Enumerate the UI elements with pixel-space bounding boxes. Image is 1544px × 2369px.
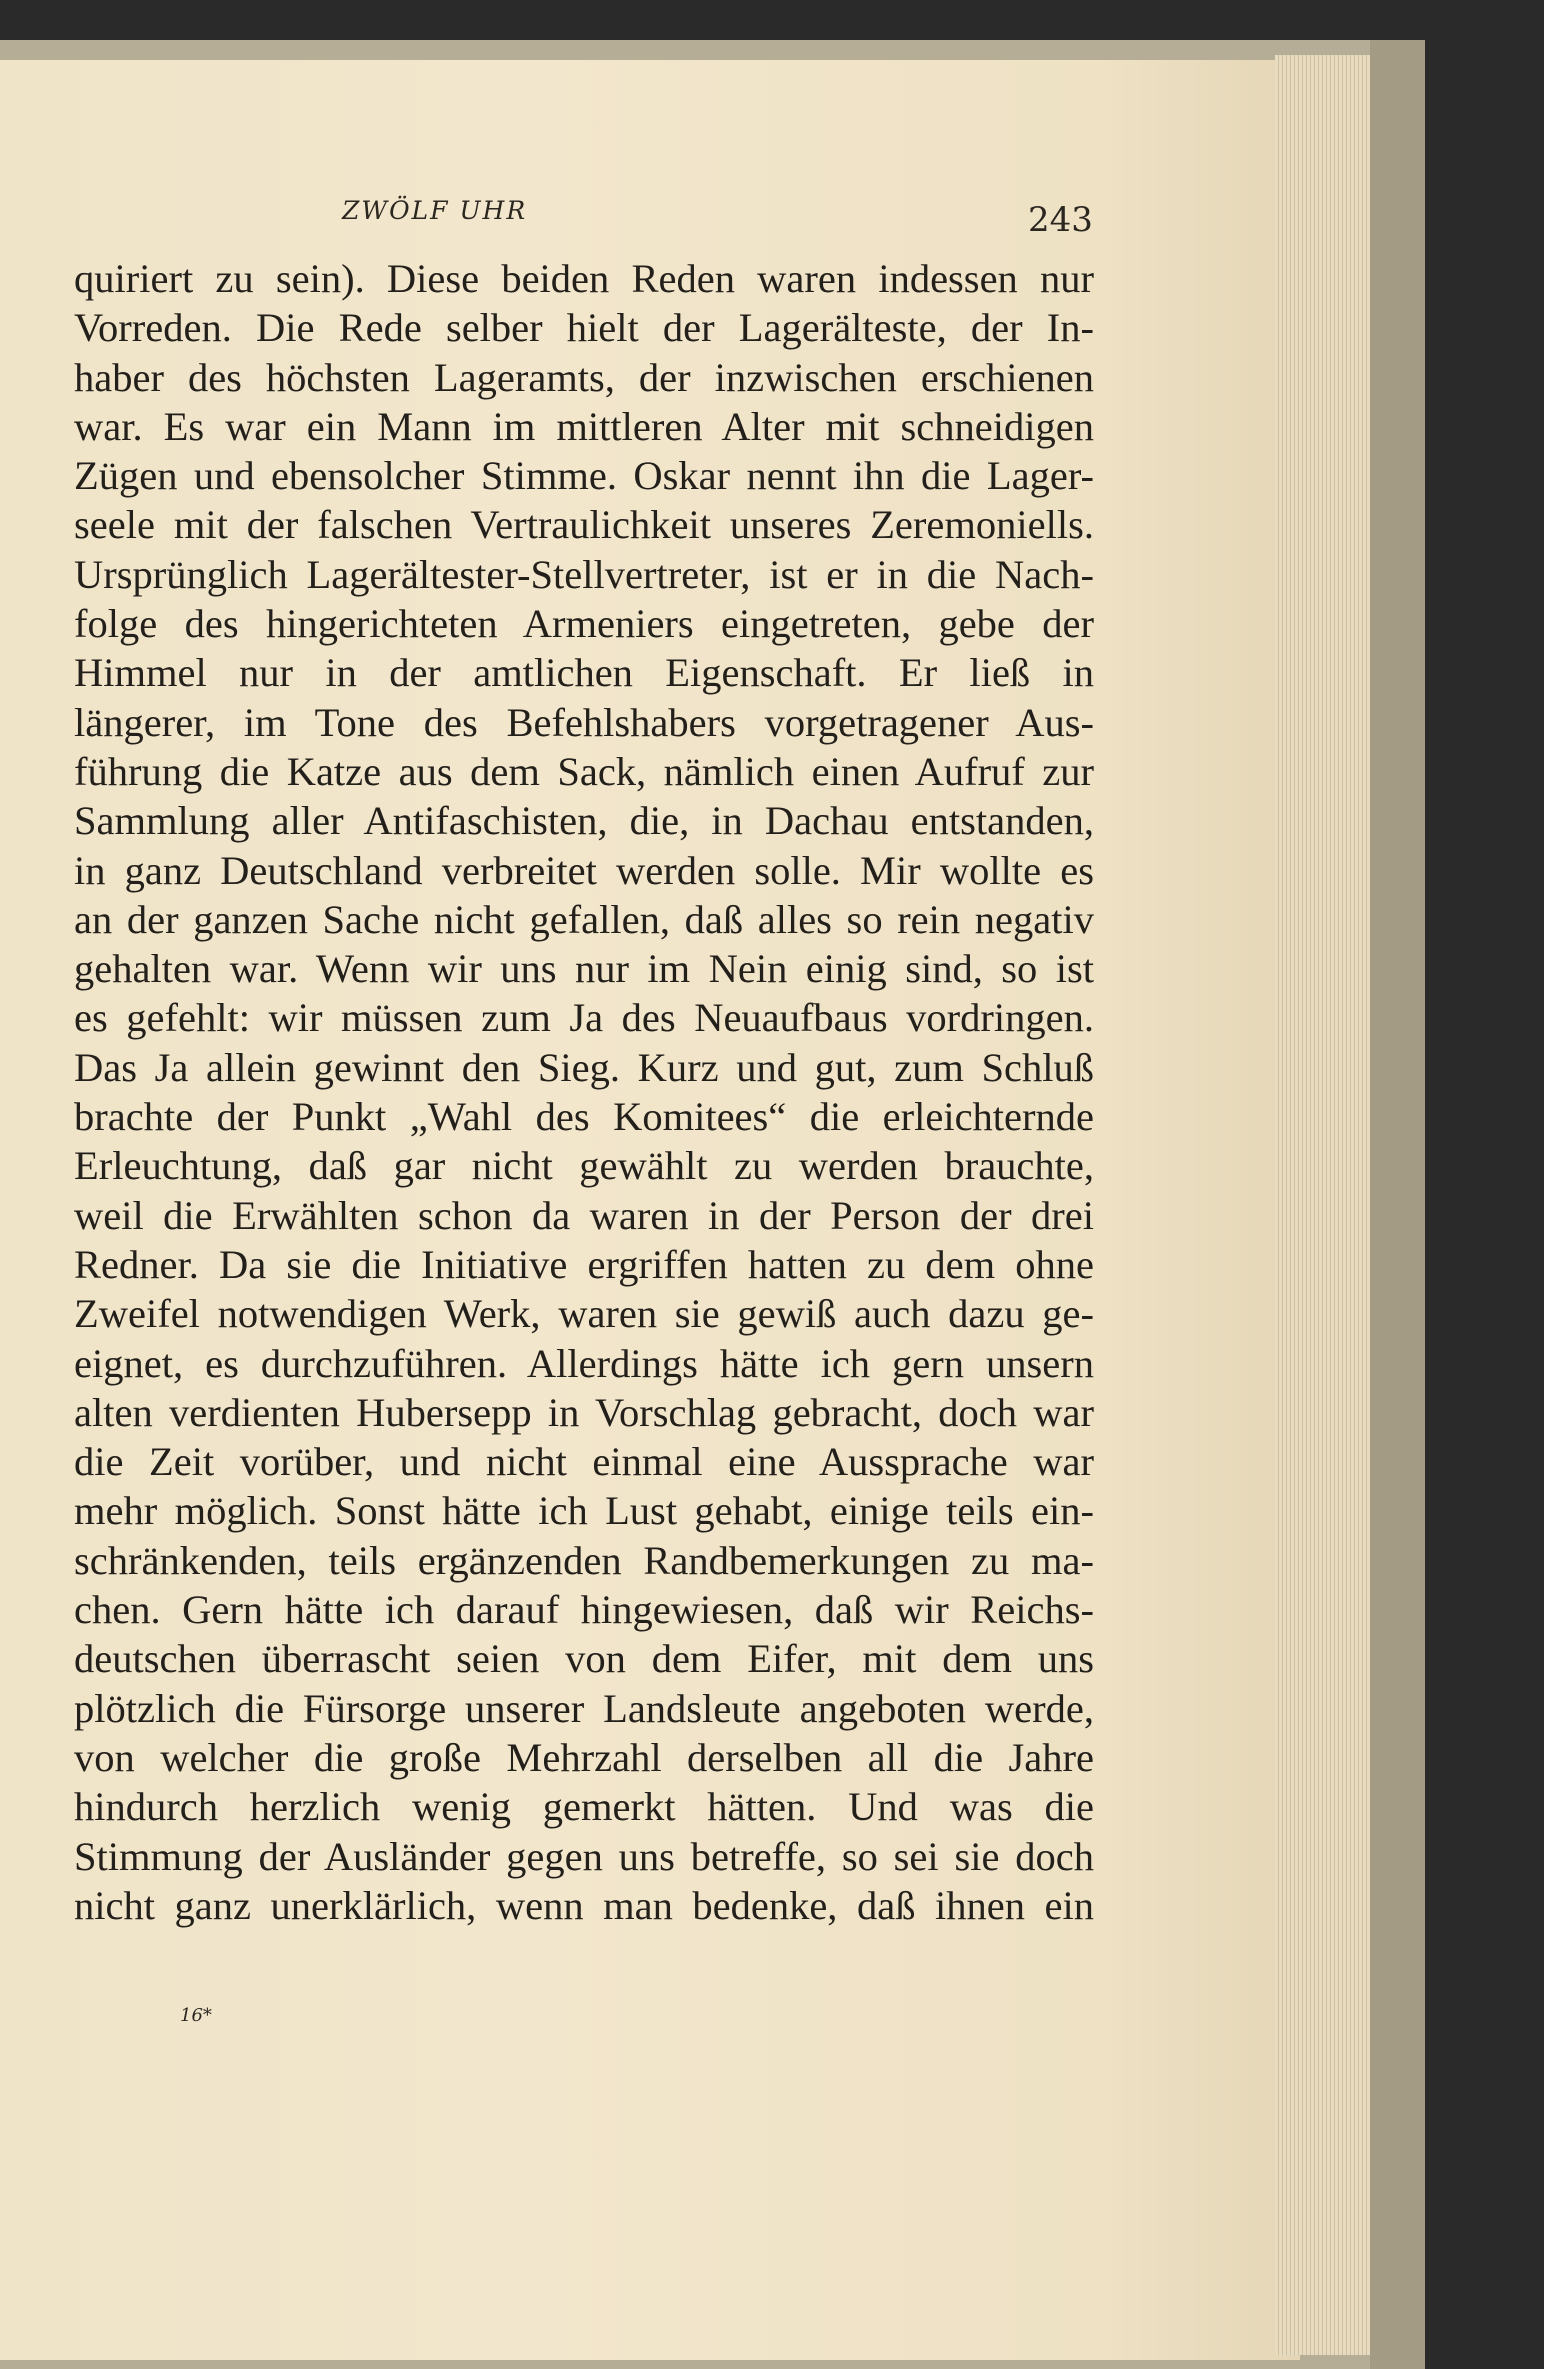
text-line: führung die Katze aus dem Sack, nämlich einen Aufruf zur — [74, 748, 1094, 794]
text-line: deutschen überrascht seien von dem Eifer, mit dem uns — [74, 1636, 1094, 1682]
text-line: eignet, es durchzuführen. Allerdings hätte ich gern unsern — [74, 1340, 1094, 1386]
text-line: alten verdienten Hubersepp in Vorschlag gebracht, doch war — [74, 1389, 1094, 1435]
body-text — [74, 254, 1094, 1930]
running-head: ZWÖLF UHR — [342, 196, 528, 225]
text-line: hindurch herzlich wenig gemerkt hätten. Und was die — [74, 1784, 1094, 1830]
text-line: die Zeit vorüber, und nicht einmal eine Aussprache war — [74, 1439, 1094, 1485]
text-line: es gefehlt: wir müssen zum Ja des Neuaufbaus vordringen. — [74, 995, 1094, 1041]
text-line: Himmel nur in der amtlichen Eigenschaft. Er ließ in — [74, 650, 1094, 696]
page-header — [60, 192, 1110, 252]
text-line: schränkenden, teils ergänzenden Randbemerkungen zu ma- — [74, 1537, 1094, 1583]
text-line: seele mit der falschen Vertraulichkeit unseres Zeremoniells. — [74, 502, 1094, 548]
text-line: brachte der Punkt „Wahl des Komitees“ die erleichternde — [74, 1094, 1094, 1140]
text-line: von welcher die große Mehrzahl derselben all die Jahre — [74, 1734, 1094, 1780]
text-line: mehr möglich. Sonst hätte ich Lust gehabt, einige teils ein- — [74, 1488, 1094, 1534]
text-line: Zweifel notwendigen Werk, waren sie gewiß auch dazu ge- — [74, 1291, 1094, 1337]
text-line: an der ganzen Sache nicht gefallen, daß alles so rein negativ — [74, 896, 1094, 942]
text-line: Sammlung aller Antifaschisten, die, in Dachau entstanden, — [74, 798, 1094, 844]
text-line: folge des hingerichteten Armeniers eingetreten, gebe der — [74, 601, 1094, 647]
text-line: chen. Gern hätte ich darauf hingewiesen, daß wir Reichs- — [74, 1587, 1094, 1633]
text-line: in ganz Deutschland verbreitet werden solle. Mir wollte es — [74, 847, 1094, 893]
text-line: plötzlich die Fürsorge unserer Landsleute angeboten werde, — [74, 1685, 1094, 1731]
text-line: war. Es war ein Mann im mittleren Alter mit schneidigen — [74, 403, 1094, 449]
text-line: Stimmung der Ausländer gegen uns betreffe, so sei sie doch — [74, 1833, 1094, 1879]
text-line: gehalten war. Wenn wir uns nur im Nein einig sind, so ist — [74, 946, 1094, 992]
text-line: Das Ja allein gewinnt den Sieg. Kurz und gut, zum Schluß — [74, 1044, 1094, 1090]
text-line: Erleuchtung, daß gar nicht gewählt zu werden brauchte, — [74, 1143, 1094, 1189]
signature-mark: 16* — [180, 2005, 212, 2026]
text-line: Vorreden. Die Rede selber hielt der Lagerälteste, der In- — [74, 305, 1094, 351]
page-edges-shade — [1370, 40, 1425, 2369]
text-line: Zügen und ebensolcher Stimme. Oskar nennt ihn die Lager- — [74, 453, 1094, 499]
text-line: Ursprünglich Lagerältester-Stellvertreter, ist er in die Nach- — [74, 551, 1094, 597]
text-line: quiriert zu sein). Diese beiden Reden waren indessen nur — [74, 256, 1094, 301]
text-line: Redner. Da sie die Initiative ergriffen hatten zu dem ohne — [74, 1241, 1094, 1287]
text-line: weil die Erwählten schon da waren in der Person der drei — [74, 1192, 1094, 1238]
text-line: längerer, im Tone des Befehlshabers vorgetragener Aus- — [74, 699, 1094, 745]
page-number: 243 — [1028, 200, 1093, 240]
text-line: haber des höchsten Lageramts, der inzwischen erschienen — [74, 354, 1094, 400]
text-line: nicht ganz unerklärlich, wenn man bedenke, daß ihnen ein — [74, 1882, 1094, 1928]
